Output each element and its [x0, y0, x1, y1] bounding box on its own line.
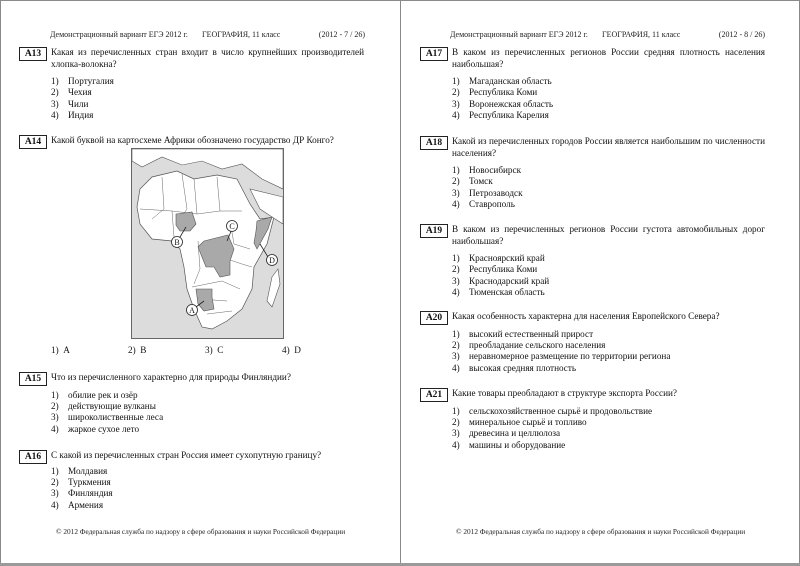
answer-option[interactable]: 3) Краснодарский край — [452, 275, 550, 286]
africa-map — [131, 148, 284, 339]
question-number: A20 — [420, 311, 448, 325]
answer-option[interactable]: 2) преобладание сельского населения — [452, 339, 606, 350]
question-text: Какая из перечисленных стран входит в число крупнейших производителей хлопка-волокна? — [51, 47, 364, 69]
svg-text:C: C — [229, 222, 235, 231]
answer-option[interactable]: 4) Тюменская область — [452, 287, 545, 298]
page-header — [450, 30, 765, 42]
answer-option[interactable]: 1) сельскохозяйственное сырьё и продовольствие — [452, 405, 653, 416]
answer-option[interactable]: 1) A — [51, 345, 70, 355]
answer-option[interactable]: 2) действующие вулканы — [51, 400, 156, 411]
answer-option[interactable]: 1) высокий естественный прирост — [452, 328, 594, 339]
answer-option[interactable]: 4) D — [282, 345, 301, 355]
question-a13 — [19, 47, 364, 122]
question-a18 — [420, 136, 765, 211]
header-variant: Демонстрационный вариант ЕГЭ 2012 г. — [450, 30, 588, 39]
question-a20 — [420, 311, 765, 374]
question-text: Какой из перечисленных городов России является наибольшим по численности населения? — [452, 136, 765, 158]
answer-options — [51, 76, 364, 122]
answer-option[interactable]: 3) Чили — [51, 98, 89, 109]
answer-option[interactable]: 4) Республика Карелия — [452, 110, 549, 121]
africa-map-icon — [132, 149, 283, 338]
question-a14 — [19, 135, 364, 147]
question-text: Что из перечисленного характерно для природы Финляндии? — [51, 372, 291, 382]
page-footer: © 2012 Федеральная служба по надзору в сфере образования и науки Российской Федерации — [56, 527, 346, 536]
svg-text:A: A — [189, 306, 195, 315]
question-number: A17 — [420, 47, 448, 61]
answer-option[interactable]: 3) неравномерное размещение по территории региона — [452, 351, 671, 362]
answer-option[interactable]: 2) Томск — [452, 176, 493, 187]
question-number: A21 — [420, 388, 448, 402]
question-text: Какие товары преобладают в структуре экспорта России? — [452, 388, 677, 398]
question-a19 — [420, 224, 765, 299]
svg-text:B: B — [174, 238, 180, 247]
question-text: С какой из перечисленных стран Россия имеет сухопутную границу? — [51, 450, 322, 460]
answer-option[interactable]: 1) Португалия — [51, 76, 114, 86]
svg-text:D: D — [269, 256, 275, 265]
page-header — [50, 30, 365, 42]
header-subject: ГЕОГРАФИЯ, 11 класс — [602, 30, 681, 39]
answer-option[interactable]: 2) B — [128, 345, 147, 355]
answer-option[interactable]: 3) C — [205, 345, 224, 355]
answer-option[interactable]: 1) обилие рек и озёр — [51, 389, 138, 400]
question-text: В каком из перечисленных регионов России густота автомобильных дорог наибольшая? — [452, 224, 765, 246]
question-number: A19 — [420, 224, 448, 238]
answer-option[interactable]: 2) Туркмения — [51, 476, 111, 487]
answer-option[interactable]: 4) Индия — [51, 110, 94, 121]
header-page-number: (2012 - 8 / 26) — [718, 30, 765, 39]
answer-option[interactable]: 1) Красноярский край — [452, 253, 545, 263]
question-text: В каком из перечисленных регионов России средняя плотность населения наибольшая? — [452, 47, 765, 69]
question-a14-options — [19, 345, 364, 357]
answer-option[interactable]: 4) Ставрополь — [452, 199, 515, 210]
question-number: A13 — [19, 47, 47, 61]
answer-options — [452, 253, 765, 299]
answer-option[interactable]: 4) жаркое сухое лето — [51, 423, 140, 434]
answer-option[interactable]: 3) древесина и целлюлоза — [452, 428, 561, 439]
page-footer: © 2012 Федеральная служба по надзору в сфере образования и науки Российской Федерации — [456, 527, 746, 536]
answer-option[interactable]: 3) Петрозаводск — [452, 187, 523, 198]
answer-option[interactable]: 2) минеральное сырьё и топливо — [452, 416, 587, 427]
question-a21 — [420, 388, 765, 451]
question-number: A16 — [19, 450, 47, 464]
answer-options — [51, 466, 364, 512]
page-right — [401, 0, 800, 566]
answer-options — [51, 390, 364, 436]
question-number: A15 — [19, 372, 47, 386]
answer-options — [51, 345, 364, 357]
answer-option[interactable]: 3) Финляндия — [51, 488, 113, 499]
answer-options — [452, 76, 765, 122]
answer-option[interactable]: 1) Магаданская область — [452, 76, 552, 86]
answer-option[interactable]: 3) широколиственные леса — [51, 412, 164, 423]
answer-option[interactable]: 1) Новосибирск — [452, 165, 522, 175]
answer-option[interactable]: 4) Армения — [51, 499, 104, 510]
answer-options — [452, 329, 765, 375]
answer-options — [452, 406, 765, 452]
answer-option[interactable]: 3) Воронежская область — [452, 98, 554, 109]
question-text: Какой буквой на картосхеме Африки обозначено государство ДР Конго? — [51, 135, 334, 145]
header-subject: ГЕОГРАФИЯ, 11 класс — [202, 30, 281, 39]
answer-options — [452, 165, 765, 211]
answer-option[interactable]: 2) Республика Коми — [452, 87, 538, 98]
question-number: A18 — [420, 136, 448, 150]
header-page-number: (2012 - 7 / 26) — [318, 30, 365, 39]
question-number: A14 — [19, 135, 47, 149]
answer-option[interactable]: 2) Республика Коми — [452, 264, 538, 275]
question-text: Какая особенность характерна для населения Европейского Севера? — [452, 311, 720, 321]
answer-option[interactable]: 4) машины и оборудование — [452, 439, 566, 450]
question-a16 — [19, 450, 364, 511]
answer-option[interactable]: 4) высокая средняя плотность — [452, 362, 577, 373]
question-a17 — [420, 47, 765, 122]
answer-option[interactable]: 2) Чехия — [51, 87, 92, 98]
header-variant: Демонстрационный вариант ЕГЭ 2012 г. — [50, 30, 188, 39]
answer-option[interactable]: 1) Молдавия — [51, 465, 108, 476]
question-a15 — [19, 372, 364, 435]
